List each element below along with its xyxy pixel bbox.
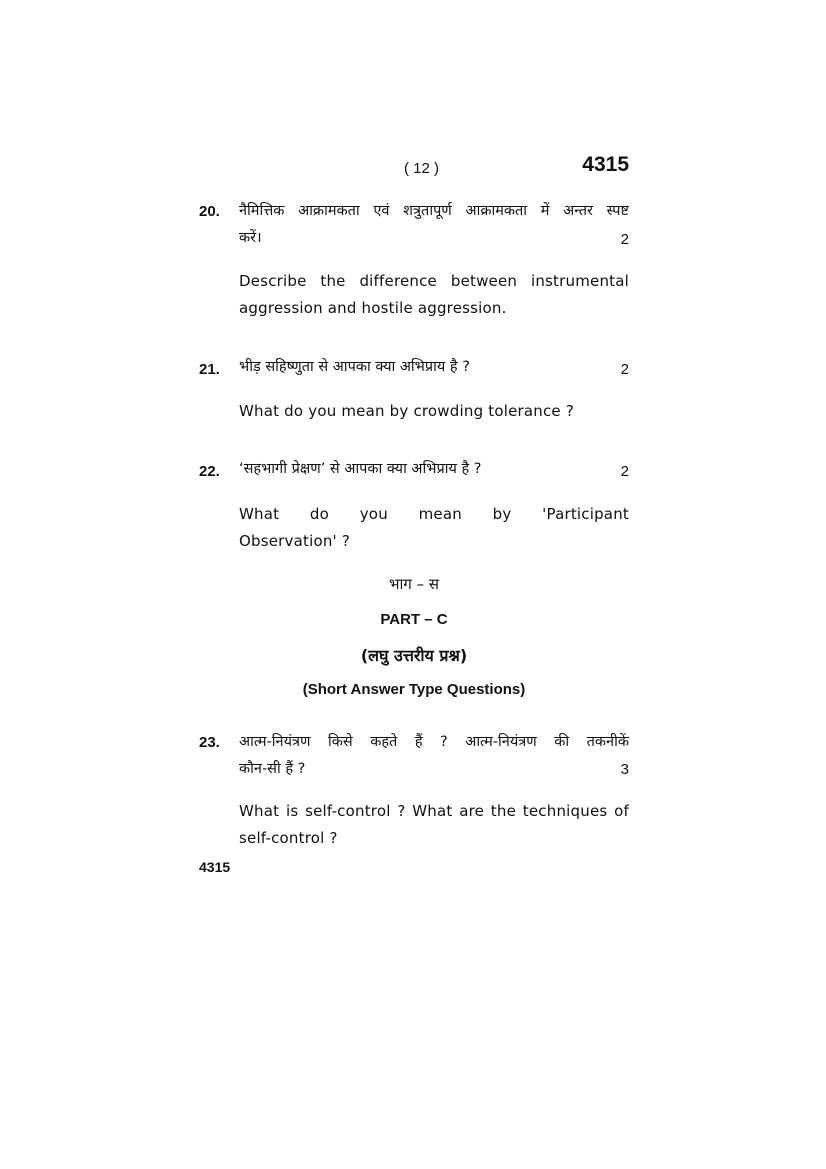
question-20-hindi-line-1: नैमित्तिक आक्रामकता एवं शत्रुतापूर्ण आक्रामकता में अन्तर स्पष्ट (239, 203, 629, 219)
question-23-hindi (239, 729, 629, 756)
question-20-hindi-cont (239, 225, 629, 252)
question-23-number: 23. (199, 734, 220, 751)
section-title-hindi: भाग – स (388, 575, 440, 593)
question-23-hindi-line-2: कौन-सी हैं ? (239, 761, 306, 777)
question-23-marks: 3 (620, 761, 629, 778)
question-20-number: 20. (199, 203, 220, 220)
paper-code-header: 4315 (582, 153, 629, 176)
question-22-hindi-line-1: ‘सहभागी प्रेक्षण’ से आपका क्या अभिप्राय है ? (239, 461, 482, 477)
question-20-hindi-line-2: करें। (239, 230, 262, 246)
question-23-english-cont (239, 825, 629, 852)
question-23-hindi-line-1: आत्म-नियंत्रण किसे कहते हैं ? आत्म-नियंत्रण की तकनीकें (239, 734, 629, 750)
question-20-marks: 2 (620, 231, 629, 248)
question-20-english-line-1: Describe the difference between instrumental (239, 272, 629, 290)
question-22-marks: 2 (620, 463, 629, 480)
page-number: ( 12 ) (404, 160, 440, 177)
paper-code-footer: 4315 (199, 859, 231, 875)
question-21-hindi (239, 354, 629, 381)
question-20-english-line-2: aggression and hostile aggression. (239, 299, 507, 317)
question-23-english-line-1: What is self-control ? What are the techniques of (239, 802, 629, 820)
section-subtitle-english: (Short Answer Type Questions) (302, 681, 526, 698)
question-21-hindi-line-1: भीड़ सहिष्णुता से आपका क्या अभिप्राय है ? (239, 359, 470, 375)
question-22-english-line-1: What do you mean by 'Participant (239, 505, 629, 523)
question-22-number: 22. (199, 463, 220, 480)
question-23-hindi-cont (239, 756, 629, 783)
question-22-hindi (239, 456, 629, 483)
question-21-marks: 2 (620, 361, 629, 378)
question-20-english-cont (239, 295, 629, 322)
question-20-hindi (239, 198, 629, 225)
section-subtitle-hindi: (लघु उत्तरीय प्रश्न) (360, 646, 468, 665)
question-22-english-cont (239, 528, 629, 555)
question-20-english (239, 268, 629, 295)
question-22-english-line-2: Observation' ? (239, 532, 350, 550)
question-22-english (239, 501, 629, 528)
question-21-english-line-1: What do you mean by crowding tolerance ? (239, 402, 574, 420)
question-23-english-line-2: self-control ? (239, 829, 338, 847)
question-21-number: 21. (199, 361, 220, 378)
section-title-english: PART – C (380, 611, 448, 628)
question-23-english (239, 798, 629, 825)
question-21-english (239, 398, 629, 425)
